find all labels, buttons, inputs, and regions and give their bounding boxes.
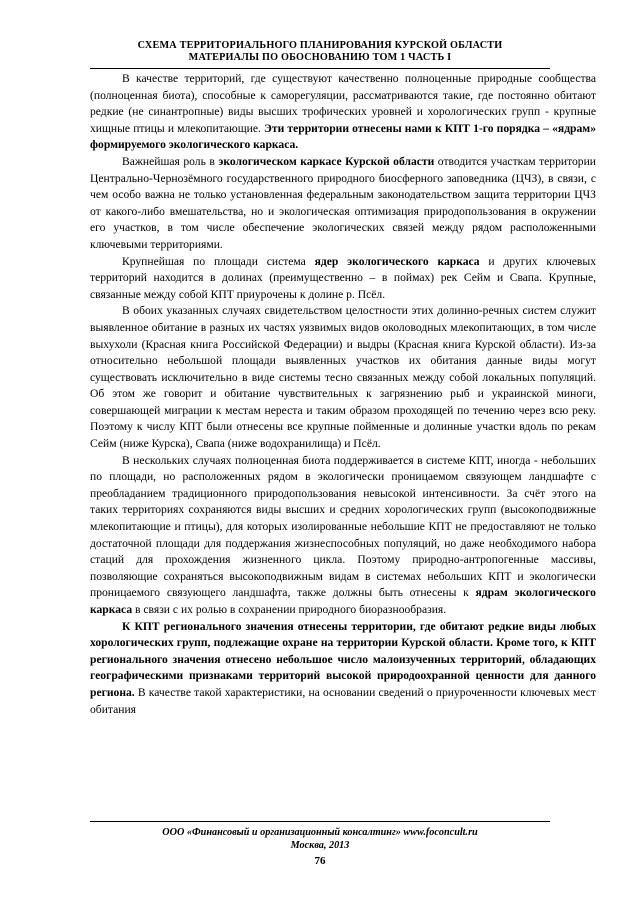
page-header bbox=[90, 40, 550, 65]
text-run: отводится участкам территории Центрально-Чернозёмного государственного природного биосферного заповедника (ЦЧЗ), в связи, с чем особо важна не только установленная федеральным законодательством защита территории ЦЧЗ от какого-либо вмешательства, но и экологическая оптимизация природопользования в окружении его участков, в том числе обеспечение экологических связей между рядом расположенными ключевыми территориями. bbox=[90, 154, 596, 251]
paragraph bbox=[90, 619, 596, 719]
paragraph bbox=[90, 254, 596, 304]
header-title: СХЕМА ТЕРРИТОРИАЛЬНОГО ПЛАНИРОВАНИЯ КУРСКОЙ ОБЛАСТИ bbox=[137, 40, 503, 51]
text-run: В обоих указанных случаях свидетельством целостности этих долинно-речных систем служит выявленное обитание в разных их частях уязвимых видов околоводных млекопитающих, в том числе выхухоли (Красная книга Российской Федерации) и выдры (Красная книга Курской области). Из-за относительно небольшой площади выявленных участков их обитания данные виды могут существовать исключительно в виде системы тесно связанных между собой локальных популяций. Об этом же говорит и обитание чувствительных к загрязнению рыб и украинской миноги, совершающей миграции к местам нереста и таким образом проходящей по течению через всю реку. Поэтому к числу КПТ были отнесены все крупные пойменные и долинные участки вдоль по рекам Сейм (ниже Курска), Свапа (ниже водохранилища) и Псёл. bbox=[90, 304, 596, 451]
body-text bbox=[90, 71, 596, 718]
header-rule bbox=[90, 68, 550, 69]
paragraph bbox=[90, 71, 596, 154]
text-run: В качестве территорий, где существуют качественно полноценные природные сообщества (полноценная биота), способные к саморегуляции, рассматриваются такие, где постоянно обитают редкие (не синантропные) виды высших трофических уровней и хорологических групп - крупные хищные птицы и млекопитающие. bbox=[90, 72, 596, 135]
paragraph bbox=[90, 453, 596, 619]
bold-text-run: ядрам экологического каркаса bbox=[90, 586, 596, 616]
bold-text-run: К КПТ регионального значения отнесены территории, где обитают редкие виды любых хорологических групп, подлежащие охране на территории Курской области. Кроме того, к КПТ регионального значения отнесено небольшое число малоизученных территорий, обладающих географическими признаками территорий высокой природоохранной ценности для данного региона. bbox=[90, 619, 596, 699]
footer-publisher: ООО «Финансовый и организационный консалтинг» www.foconcult.ru bbox=[162, 827, 478, 838]
paragraph bbox=[90, 303, 596, 452]
bold-text-run: Эти территории отнесены нами к КПТ 1-го порядка – «ядрам» формируемого экологического каркаса. bbox=[90, 121, 597, 152]
text-run: в связи с их ролью в сохранении природного биоразнообразия. bbox=[132, 603, 447, 616]
text-run: В нескольких случаях полноценная биота поддерживается в системе КПТ, иногда - небольших по площади, но расположенных рядом в экологически проницаемом связующем ландшафте с преобладанием традиционного природопользования невысокой интенсивности. За счёт этого на таких территориях сохраняются виды высших и средних хорологических групп (высокоподвижные млекопитающие и птицы), для которых изолированные небольшие КПТ не предоставляют не только достаточной площади для поддержания жизнеспособных популяций, но даже необходимого набора стаций для прохождения жизненного цикла. Поэтому природно-антропогенные массивы, позволяющие сохраняться высокоподвижным видам в системах небольших КПТ и экологически проницаемого связующего ландшафта, также должны быть отнесены к bbox=[90, 453, 596, 600]
paragraph bbox=[90, 154, 596, 254]
footer-rule bbox=[90, 821, 550, 822]
text-run: и других ключевых территорий находится в долинах (преимущественно – в поймах) рек Сейм и Свапа. Крупные, связанные между собой КПТ приурочены к долине р. Псёл. bbox=[90, 254, 596, 301]
page-number: 76 bbox=[314, 855, 326, 867]
text-run: В качестве такой характеристики, на основании сведений о приуроченности ключевых мест обитания bbox=[90, 685, 596, 716]
header-subtitle: МАТЕРИАЛЫ ПО ОБОСНОВАНИЮ ТОМ 1 ЧАСТЬ I bbox=[188, 52, 452, 64]
page-footer bbox=[90, 826, 550, 852]
bold-text-run: ядер экологического каркаса bbox=[314, 254, 480, 268]
bold-text-run: экологическом каркасе Курской области bbox=[218, 154, 435, 168]
text-run: Важнейшая роль в bbox=[122, 154, 219, 168]
text-run: Крупнейшая по площади система bbox=[122, 254, 315, 268]
footer-city-year: Москва, 2013 bbox=[290, 840, 350, 851]
